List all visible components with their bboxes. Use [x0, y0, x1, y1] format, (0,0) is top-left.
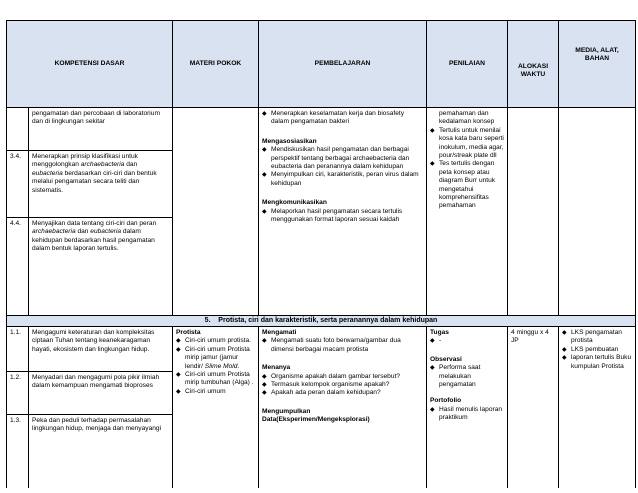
media-item-lks-pembuatan: ◆ LKS pembuatan [562, 346, 632, 354]
kd-1-3-number: 1.3. [6, 414, 29, 488]
penilaian-subheading-tugas: Tugas [430, 329, 449, 336]
header-alokasi-waktu: ALOKASI WAKTU [507, 20, 559, 108]
penilaian-observasi-item: ◆ Performa saat melakukan pengamatan [430, 364, 504, 389]
penilaian-portofolio-item: ◆ Hasil menulis laporan praktikum [430, 406, 504, 423]
materi-item-mirip-tumbuhan: ◆ Ciri-ciri umum Protista mirip tumbuhan (Alga) . [176, 371, 255, 388]
alokasi-lower-cell [507, 326, 559, 488]
section-title: Protista, ciri dan karakteristik, serta peranannya dalam kehidupan [218, 317, 438, 324]
pembelajaran-upper-cell [258, 107, 427, 316]
kd-1-2-number: 1.2. [6, 371, 29, 415]
header-materi-pokok: MATERI POKOK [172, 20, 259, 108]
header-pembelajaran: PEMBELAJARAN [258, 20, 427, 108]
kd-1-1-number: 1.1. [6, 326, 29, 372]
section-number: 5. [204, 317, 211, 324]
penilaian-lower-cell [426, 326, 508, 488]
materi-item-ciri-umum-2: ◆ Ciri-ciri umum [176, 388, 255, 396]
media-item-laporan-buku: ◆ laporan tertulis Buku kumpulan Protista [562, 354, 632, 371]
media-upper-cell [558, 107, 636, 316]
pemb-item-pertanyaan-2: ◆ Termasuk kelompok organisme apakah? [262, 381, 423, 389]
pemb-item-keselamatan: ◆ Menerapkan keselamatan kerja dan biosafety dalam pengamatan bakteri [262, 110, 423, 127]
penilaian-upper-cell [426, 107, 508, 316]
materi-item-mirip-jamur: ◆ Ciri-ciri umum Protista mirip jamur (jamur lendir/ Slime Mold. [176, 346, 255, 371]
pemb-subheading-mengkomunikasikan: Mengkomunikasikan [262, 199, 327, 207]
pemb-subheading-mengamati: Mengamati [262, 329, 297, 336]
pemb-item-simpulkan: ◆ Menyimpulkan ciri, karakteristik, peran virus dalam kehidupan [262, 171, 423, 188]
media-item-lks-pengamatan: ◆ LKS pengamatan protista [562, 329, 632, 346]
media-lower-cell [558, 326, 636, 488]
kd-1-1-text: Mengagumi keteraturan dan kompleksitas ciptaan Tuhan tentang keanekaragaman hayati, ekosistem dan lingkungan hidup. [28, 326, 173, 372]
pemb-item-laporan: ◆ Melaporkan hasil pengamatan secara tertulis menggunakan format laporan sesuai kaidah [262, 208, 423, 225]
pemb-item-diskusi: ◆ Mendiskusikan hasil pengamatan dan berbagai perspektif tentang berbagai archaebacteria dan eubacteria dan peranannya dalam kehidupan [262, 146, 423, 171]
curriculum-table [6, 20, 636, 488]
pemb-subheading-mengasosiasikan: Mengasosiasikan [262, 137, 317, 145]
materi-title-protista: Protista [176, 329, 201, 336]
kd-3-4-number: 3.4. [6, 150, 29, 218]
penilaian-item-tes: ◆ Tes tertulis dengan peta konsep atau diagram Burr untuk mengetahui komprehensifitas pemahaman [430, 160, 504, 210]
penilaian-continuation: pemahaman dan kedalaman konsep [439, 110, 495, 126]
kd-blank-number-cell [6, 107, 29, 151]
kd-continuation-text: pengamatan dan percobaan di laboratorium dan di lingkungan sekitar [32, 110, 160, 126]
penilaian-subheading-observasi: Observasi [430, 355, 462, 363]
penilaian-subheading-portofolio: Portofolio [430, 397, 462, 405]
pemb-subheading-data: Data(Eksperimen/Mengeksplorasi) [262, 416, 370, 424]
header-kompetensi-dasar: KOMPETENSI DASAR [6, 20, 173, 108]
pemb-item-pertanyaan-3: ◆ Apakah ada peran dalam kehidupan? [262, 389, 423, 397]
pembelajaran-lower-cell [258, 326, 427, 488]
materi-item-ciri-umum: ◆ Ciri-ciri umum protista. [176, 337, 255, 345]
alokasi-waktu-value: 4 minggu x 4 JP [511, 329, 549, 345]
pemb-subheading-menanya: Menanya [262, 364, 291, 372]
alokasi-upper-cell [507, 107, 559, 316]
penilaian-item-tertulis: ◆ Tertulis untuk menilai kosa kata baru seperti inokulum, media agar, pour/streak plate dll [430, 127, 504, 161]
kd-3-4-text: Menerapkan prinsip klasifikasi untuk menggolongkan archaebacteria dan eubacteria berdasarkan ciri-ciri dan bentuk melalui pengamatan secara teliti dan sistematis. [28, 150, 173, 218]
header-penilaian: PENILAIAN [426, 20, 508, 108]
kd-4-4-number: 4.4. [6, 217, 29, 316]
pemb-item-pertanyaan-1: ◆ Organisme apakah dalam gambar tersebut? [262, 373, 423, 381]
header-media: MEDIA, ALAT, BAHAN [558, 20, 636, 108]
kd-4-4-text: Menyajikan data tentang ciri-ciri dan peran archaebacteria dan eubacteria dalam kehidupan berdasarkan hasil pengamatan dalam bentuk laporan tertulis. [28, 217, 173, 316]
kd-1-2-text: Menyadari dan mengagumi pola pikir ilmiah dalam kemampuan mengamati bioproses [28, 371, 173, 415]
materi-pokok-upper-cell [172, 107, 259, 316]
materi-pokok-lower-cell [172, 326, 259, 488]
kd-continuation-cell [28, 107, 173, 151]
penilaian-tugas-item: ◆ - [430, 337, 504, 345]
pemb-subheading-mengumpulkan: Mengumpulkan [262, 407, 311, 415]
pemb-item-mengamati-foto: ◆ Mengamati suatu foto berwarna/gambar dua dimensi berbagai macam protista [262, 337, 423, 354]
kd-1-3-text: Peka dan peduli terhadap permasalahan lingkungan hidup, menjaga dan menyayangi [28, 414, 173, 488]
